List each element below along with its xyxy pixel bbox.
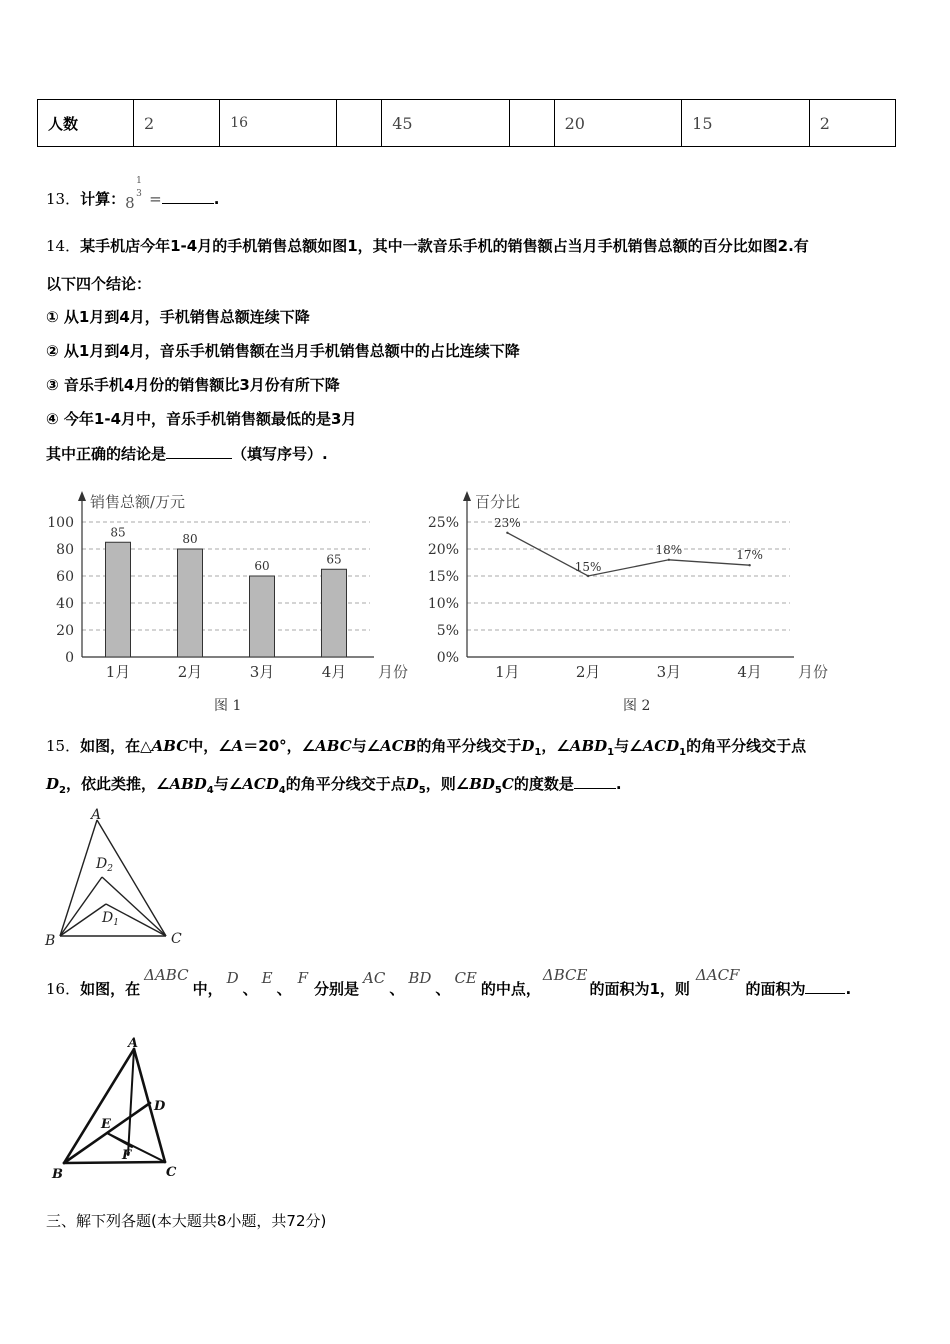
text: 如图，在△ <box>80 737 152 755</box>
question-14-stem-2: 以下四个结论： <box>46 275 152 293</box>
text: . <box>845 980 852 998</box>
x-axis-label: 月份 <box>378 663 409 681</box>
figure-2-caption: 图 2 <box>623 698 651 714</box>
y-tick-label: 60 <box>56 569 74 585</box>
line-chart-percent <box>422 485 829 685</box>
subscript: 1 <box>607 747 615 758</box>
math-term: ΔACF <box>695 966 740 984</box>
table-cell: 2 <box>134 100 220 147</box>
answer-blank[interactable] <box>166 444 232 459</box>
math-term: F <box>297 969 309 987</box>
frequency-table <box>37 99 896 147</box>
figure-1-caption: 图 1 <box>214 698 242 714</box>
bar-value-label: 80 <box>182 532 198 546</box>
q14-ask-a: 其中正确的结论是 <box>46 445 167 463</box>
text: 中，∠ <box>188 737 232 755</box>
triangle-figure-q16 <box>48 1035 188 1185</box>
vertex-label-a: A <box>91 807 102 823</box>
bar <box>106 542 131 657</box>
text: 的面积为1，则 <box>589 980 690 998</box>
question-16 <box>46 966 852 999</box>
text: 与∠ <box>213 775 243 793</box>
figure-line <box>64 1049 134 1163</box>
x-axis-label: 月份 <box>798 663 829 681</box>
vertex-label-d: D <box>154 1099 166 1114</box>
y-tick-label: 0 <box>65 650 74 666</box>
text: ＝20°，∠ <box>243 737 316 755</box>
answer-blank[interactable] <box>162 189 214 204</box>
question-number: 16． <box>46 980 81 998</box>
answer-blank[interactable] <box>805 979 845 994</box>
question-number: 15． <box>46 737 81 755</box>
question-number: 14． <box>46 237 81 255</box>
math-term: D <box>405 775 419 793</box>
math-term: A <box>231 737 244 755</box>
x-tick-label: 1月 <box>105 663 131 681</box>
math-term: E <box>261 969 273 987</box>
data-label: 23% <box>494 515 521 530</box>
math-term: D <box>226 969 239 987</box>
subscript: 4 <box>206 785 214 796</box>
text: 如图，在 <box>80 980 141 998</box>
vertex-label-b: B <box>45 933 56 949</box>
y-tick-label: 80 <box>56 542 74 558</box>
vertex-label-c: C <box>171 931 182 947</box>
table-cell: 15 <box>682 100 810 147</box>
text: . <box>615 775 622 793</box>
series-line <box>507 533 749 576</box>
text: 的角平分线交于 <box>416 737 522 755</box>
q13-eq: = <box>149 190 162 208</box>
x-tick-label: 3月 <box>249 663 275 681</box>
text: 与∠ <box>351 737 381 755</box>
y-tick-label: 20 <box>56 623 74 639</box>
y-tick-label: 15% <box>427 569 459 585</box>
math-term: C <box>501 775 514 793</box>
data-point <box>587 575 589 577</box>
section-3-heading: 三、解下列各题(本大题共8小题，共72分) <box>46 1212 327 1230</box>
q14-ask <box>46 443 328 464</box>
y-tick-label: 10% <box>427 596 459 612</box>
q13-exp-den: 3 <box>136 189 142 199</box>
figure-line <box>128 1049 134 1155</box>
subscript: 2 <box>59 785 66 796</box>
question-13 <box>46 176 220 212</box>
data-label: 18% <box>655 542 683 557</box>
y-tick-label: 20% <box>427 542 459 558</box>
math-term: ACB <box>380 737 417 755</box>
q13-end: . <box>213 190 220 208</box>
table-row <box>38 100 896 147</box>
bar <box>178 549 203 657</box>
triangle-figure-q15 <box>40 805 200 950</box>
bar-value-label: 85 <box>110 525 126 540</box>
y-axis-arrow <box>78 491 86 501</box>
table-cell <box>337 100 382 147</box>
math-term: ABC <box>315 737 352 755</box>
y-axis-arrow <box>463 491 471 501</box>
data-point <box>506 532 508 534</box>
answer-blank[interactable] <box>574 774 616 789</box>
text: 、 <box>276 980 292 998</box>
table-cell: 20 <box>554 100 682 147</box>
bar-value-label: 60 <box>254 559 270 573</box>
q13-base: 8 <box>125 194 135 212</box>
text: ，则∠ <box>425 775 470 793</box>
vertex-label-e: E <box>101 1117 111 1132</box>
vertex-label-f: F <box>122 1148 132 1163</box>
bar <box>322 569 347 657</box>
q14-stem1: 某手机店今年1-4月的手机销售总额如图1，其中一款音乐手机的销售额占当月手机销售总额的百分比如图2.有 <box>80 237 809 255</box>
subscript: 5 <box>494 785 502 796</box>
table-head-cell: 人数 <box>38 100 134 147</box>
text: 的角平分线交于点 <box>686 737 807 755</box>
text: 、 <box>435 980 451 998</box>
x-tick-label: 2月 <box>575 663 601 681</box>
q13-exp-num: 1 <box>136 176 142 186</box>
figure-line <box>60 820 97 936</box>
question-number: 13． <box>46 190 81 208</box>
subscript: 4 <box>278 785 286 796</box>
data-point <box>748 564 750 566</box>
q14-conclusion-4: ④ 今年1-4月中，音乐手机销售额最低的是3月 <box>46 410 357 428</box>
x-tick-label: 4月 <box>737 663 762 681</box>
text: 的角平分线交于点 <box>285 775 406 793</box>
math-term: D <box>521 737 535 755</box>
bar-value-label: 65 <box>326 552 342 567</box>
math-term: ACD <box>242 775 279 793</box>
subscript: 5 <box>418 785 426 796</box>
x-tick-label: 1月 <box>495 663 520 681</box>
figure-line <box>60 904 106 936</box>
y-tick-label: 0% <box>436 650 459 666</box>
question-15-line-1 <box>46 735 806 758</box>
table-cell <box>509 100 554 147</box>
math-term: ABD <box>569 737 608 755</box>
question-15-line-2 <box>46 773 622 796</box>
y-tick-label: 100 <box>47 515 74 531</box>
text: ，∠ <box>541 737 570 755</box>
math-term: BD <box>408 969 432 987</box>
vertex-label-d1: $D_1$ <box>102 910 119 928</box>
data-label: 15% <box>574 560 602 574</box>
y-tick-label: 40 <box>56 596 74 612</box>
q14-conclusion-3: ③ 音乐手机4月份的销售额比3月份有所下降 <box>46 376 340 394</box>
math-term: D <box>46 775 60 793</box>
subscript: 1 <box>679 747 687 758</box>
text: 与∠ <box>614 737 643 755</box>
text: 的度数是 <box>513 775 574 793</box>
text: 中， <box>192 980 223 998</box>
math-term: ACD <box>642 737 680 755</box>
vertex-label-a: A <box>128 1036 139 1051</box>
text: 、 <box>389 980 405 998</box>
text: 的中点， <box>480 980 541 998</box>
text: 的面积为 <box>745 980 806 998</box>
x-tick-label: 2月 <box>177 663 203 681</box>
question-14-stem-1 <box>46 235 809 256</box>
math-term: AC <box>363 969 386 987</box>
text: ，依此类推，∠ <box>65 775 170 793</box>
subscript: 1 <box>534 747 542 758</box>
math-term: BD <box>469 775 495 793</box>
text: 、 <box>242 980 258 998</box>
vertex-label-d2: $D_2$ <box>96 856 113 874</box>
vertex-label-c: C <box>166 1165 177 1180</box>
table-cell: 2 <box>809 100 895 147</box>
data-label: 17% <box>736 548 763 563</box>
q14-ask-b: （填写序号）. <box>232 445 328 463</box>
bar <box>250 576 275 657</box>
math-term: CE <box>454 969 477 987</box>
table-cell: 45 <box>382 100 510 147</box>
x-tick-label: 3月 <box>656 663 682 681</box>
q14-conclusion-1: ① 从1月到4月，手机销售总额连续下降 <box>46 308 310 326</box>
bar-chart-sales <box>40 485 409 685</box>
x-tick-label: 4月 <box>321 663 347 681</box>
y-axis-label: 百分比 <box>475 493 521 511</box>
text: 分别是 <box>314 980 360 998</box>
q13-label: 计算： <box>80 190 126 208</box>
y-axis-label: 销售总额/万元 <box>90 493 186 511</box>
math-term: ABC <box>151 737 189 755</box>
math-term: ΔABC <box>144 966 189 984</box>
y-tick-label: 25% <box>427 515 459 531</box>
vertex-label-b: B <box>52 1167 63 1182</box>
math-term: ΔBCE <box>542 966 588 984</box>
y-tick-label: 5% <box>436 623 459 639</box>
table-cell: 16 <box>220 100 337 147</box>
math-term: ABD <box>169 775 207 793</box>
q14-conclusion-2: ② 从1月到4月，音乐手机销售额在当月手机销售总额中的占比连续下降 <box>46 342 520 360</box>
data-point <box>668 559 670 561</box>
figure-line <box>60 877 102 936</box>
figure-line <box>64 1162 165 1163</box>
